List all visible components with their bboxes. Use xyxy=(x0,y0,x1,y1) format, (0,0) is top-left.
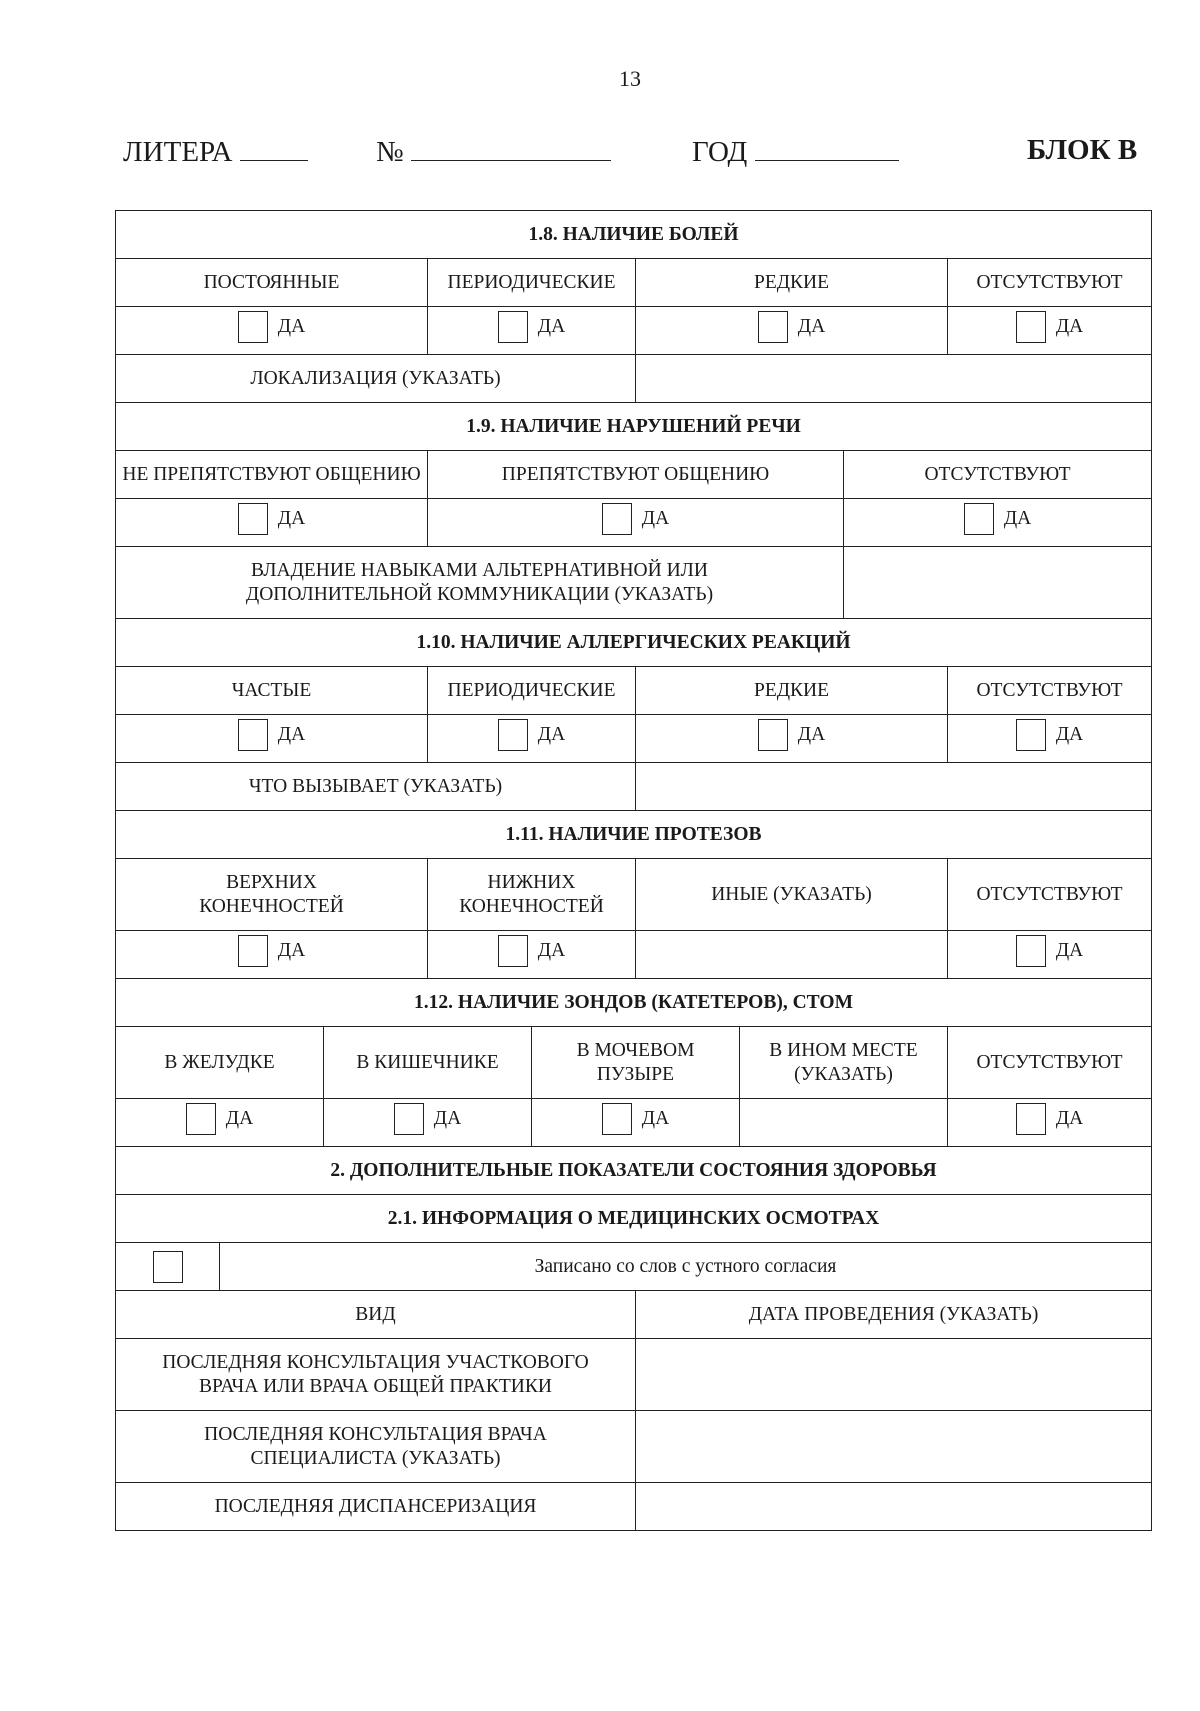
allergy-absent-cell xyxy=(948,715,1152,763)
pain-rare-label: РЕДКИЕ xyxy=(636,259,948,307)
section-prosthesis-title: 1.11. НАЛИЧИЕ ПРОТЕЗОВ xyxy=(116,811,1152,859)
prosthesis-other-input[interactable] xyxy=(636,931,948,979)
probes-stomach-label: В ЖЕЛУДКЕ xyxy=(116,1027,324,1099)
exam-dispensary-label: ПОСЛЕДНЯЯ ДИСПАНСЕРИЗАЦИЯ xyxy=(116,1483,636,1531)
allergy-rare-label: РЕДКИЕ xyxy=(636,667,948,715)
exams-type-header: ВИД xyxy=(116,1291,636,1339)
allergy-frequent-label: ЧАСТЫЕ xyxy=(116,667,428,715)
allergy-rare-checkbox[interactable] xyxy=(758,719,788,751)
speech-not-hinder-checkbox[interactable] xyxy=(238,503,268,535)
probes-bladder-line1: В МОЧЕВОМ xyxy=(576,1039,695,1061)
health-form-table xyxy=(115,210,1152,1531)
number-blank[interactable] xyxy=(411,136,611,161)
exam-specialist-line1: ПОСЛЕДНЯЯ КОНСУЛЬТАЦИЯ ВРАЧА xyxy=(204,1423,547,1445)
probes-bladder-checkbox[interactable] xyxy=(602,1103,632,1135)
allergy-absent-label: ОТСУТСТВУЮТ xyxy=(948,667,1152,715)
prosthesis-absent-cell xyxy=(948,931,1152,979)
section-probes-title: 1.12. НАЛИЧИЕ ЗОНДОВ (КАТЕТЕРОВ), СТОМ xyxy=(116,979,1152,1027)
oral-consent-checkbox[interactable] xyxy=(153,1251,183,1283)
speech-alt-comm-line2: ДОПОЛНИТЕЛЬНОЙ КОММУНИКАЦИИ (УКАЗАТЬ) xyxy=(245,583,714,605)
exam-specialist-label xyxy=(116,1411,636,1483)
probes-intestine-cell xyxy=(324,1099,532,1147)
yes-label: ДА xyxy=(277,316,306,337)
prosthesis-lower-label xyxy=(428,859,636,931)
probes-absent-cell xyxy=(948,1099,1152,1147)
section-2-title: 2. ДОПОЛНИТЕЛЬНЫЕ ПОКАЗАТЕЛИ СОСТОЯНИЯ ЗДОРОВЬЯ xyxy=(116,1147,1152,1195)
year-label: ГОД xyxy=(692,136,748,168)
litera-field[interactable] xyxy=(123,136,308,167)
litera-label: ЛИТЕРА xyxy=(123,136,233,168)
yes-label: ДА xyxy=(537,316,566,337)
exam-dispensary-date-input[interactable] xyxy=(636,1483,1152,1531)
prosthesis-upper-line1: ВЕРХНИХ xyxy=(226,871,317,893)
yes-label: ДА xyxy=(641,508,670,529)
probes-other-input[interactable] xyxy=(740,1099,948,1147)
pain-periodic-label: ПЕРИОДИЧЕСКИЕ xyxy=(428,259,636,307)
exam-gp-line1: ПОСЛЕДНЯЯ КОНСУЛЬТАЦИЯ УЧАСТКОВОГО xyxy=(162,1351,589,1373)
prosthesis-absent-label: ОТСУТСТВУЮТ xyxy=(948,859,1152,931)
speech-hinder-label: ПРЕПЯТСТВУЮТ ОБЩЕНИЮ xyxy=(428,451,844,499)
year-blank[interactable] xyxy=(755,136,899,161)
probes-other-line1: В ИНОМ МЕСТЕ xyxy=(769,1039,918,1061)
pain-absent-cell xyxy=(948,307,1152,355)
yes-label: ДА xyxy=(1055,1108,1084,1129)
allergy-cause-input[interactable] xyxy=(636,763,1152,811)
probes-other-label xyxy=(740,1027,948,1099)
speech-not-hinder-cell xyxy=(116,499,428,547)
prosthesis-lower-checkbox[interactable] xyxy=(498,935,528,967)
pain-localization-input[interactable] xyxy=(636,355,1152,403)
speech-alt-comm-label xyxy=(116,547,844,619)
yes-label: ДА xyxy=(641,1108,670,1129)
pain-constant-checkbox[interactable] xyxy=(238,311,268,343)
yes-label: ДА xyxy=(797,724,826,745)
section-speech-title: 1.9. НАЛИЧИЕ НАРУШЕНИЙ РЕЧИ xyxy=(116,403,1152,451)
prosthesis-absent-checkbox[interactable] xyxy=(1016,935,1046,967)
oral-consent-cell xyxy=(116,1243,220,1291)
pain-localization-label: ЛОКАЛИЗАЦИЯ (УКАЗАТЬ) xyxy=(116,355,636,403)
speech-hinder-checkbox[interactable] xyxy=(602,503,632,535)
probes-other-line2: (УКАЗАТЬ) xyxy=(794,1063,893,1085)
exam-gp-label xyxy=(116,1339,636,1411)
probes-bladder-label xyxy=(532,1027,740,1099)
probes-stomach-checkbox[interactable] xyxy=(186,1103,216,1135)
pain-periodic-checkbox[interactable] xyxy=(498,311,528,343)
pain-absent-checkbox[interactable] xyxy=(1016,311,1046,343)
yes-label: ДА xyxy=(433,1108,462,1129)
speech-hinder-cell xyxy=(428,499,844,547)
allergy-cause-label: ЧТО ВЫЗЫВАЕТ (УКАЗАТЬ) xyxy=(116,763,636,811)
exam-specialist-date-input[interactable] xyxy=(636,1411,1152,1483)
pain-rare-checkbox[interactable] xyxy=(758,311,788,343)
speech-alt-comm-line1: ВЛАДЕНИЕ НАВЫКАМИ АЛЬТЕРНАТИВНОЙ ИЛИ xyxy=(251,559,708,581)
section-allergy-title: 1.10. НАЛИЧИЕ АЛЛЕРГИЧЕСКИХ РЕАКЦИЙ xyxy=(116,619,1152,667)
yes-label: ДА xyxy=(1055,940,1084,961)
prosthesis-upper-checkbox[interactable] xyxy=(238,935,268,967)
section-pain-title: 1.8. НАЛИЧИЕ БОЛЕЙ xyxy=(116,211,1152,259)
speech-absent-label: ОТСУТСТВУЮТ xyxy=(844,451,1152,499)
yes-label: ДА xyxy=(1055,316,1084,337)
year-field[interactable] xyxy=(692,136,899,167)
yes-label: ДА xyxy=(537,940,566,961)
probes-bladder-line2: ПУЗЫРЕ xyxy=(596,1063,675,1085)
allergy-absent-checkbox[interactable] xyxy=(1016,719,1046,751)
prosthesis-lower-line2: КОНЕЧНОСТЕЙ xyxy=(459,895,604,917)
exam-gp-line2: ВРАЧА ИЛИ ВРАЧА ОБЩЕЙ ПРАКТИКИ xyxy=(199,1375,552,1397)
yes-label: ДА xyxy=(277,508,306,529)
prosthesis-upper-label xyxy=(116,859,428,931)
allergy-periodic-label: ПЕРИОДИЧЕСКИЕ xyxy=(428,667,636,715)
number-field[interactable] xyxy=(376,136,611,167)
yes-label: ДА xyxy=(225,1108,254,1129)
section-exams-title: 2.1. ИНФОРМАЦИЯ О МЕДИЦИНСКИХ ОСМОТРАХ xyxy=(116,1195,1152,1243)
probes-stomach-cell xyxy=(116,1099,324,1147)
pain-rare-cell xyxy=(636,307,948,355)
prosthesis-upper-line2: КОНЕЧНОСТЕЙ xyxy=(199,895,344,917)
allergy-rare-cell xyxy=(636,715,948,763)
pain-absent-label: ОТСУТСТВУЮТ xyxy=(948,259,1152,307)
speech-alt-comm-input[interactable] xyxy=(844,547,1152,619)
probes-absent-label: ОТСУТСТВУЮТ xyxy=(948,1027,1152,1099)
exams-date-header: ДАТА ПРОВЕДЕНИЯ (УКАЗАТЬ) xyxy=(636,1291,1152,1339)
prosthesis-upper-cell xyxy=(116,931,428,979)
prosthesis-other-label: ИНЫЕ (УКАЗАТЬ) xyxy=(636,859,948,931)
yes-label: ДА xyxy=(1003,508,1032,529)
prosthesis-lower-line1: НИЖНИХ xyxy=(487,871,576,893)
page-number: 13 xyxy=(619,66,641,91)
yes-label: ДА xyxy=(1055,724,1084,745)
pain-constant-cell xyxy=(116,307,428,355)
probes-intestine-label: В КИШЕЧНИКЕ xyxy=(324,1027,532,1099)
pain-periodic-cell xyxy=(428,307,636,355)
allergy-periodic-cell xyxy=(428,715,636,763)
litera-blank[interactable] xyxy=(240,136,308,161)
probes-absent-checkbox[interactable] xyxy=(1016,1103,1046,1135)
allergy-frequent-cell xyxy=(116,715,428,763)
yes-label: ДА xyxy=(277,724,306,745)
yes-label: ДА xyxy=(797,316,826,337)
yes-label: ДА xyxy=(277,940,306,961)
exam-gp-date-input[interactable] xyxy=(636,1339,1152,1411)
allergy-periodic-checkbox[interactable] xyxy=(498,719,528,751)
probes-bladder-cell xyxy=(532,1099,740,1147)
oral-consent-label: Записано со слов с устного согласия xyxy=(220,1243,1152,1291)
allergy-frequent-checkbox[interactable] xyxy=(238,719,268,751)
number-label: № xyxy=(376,136,404,168)
speech-absent-checkbox[interactable] xyxy=(964,503,994,535)
pain-constant-label: ПОСТОЯННЫЕ xyxy=(116,259,428,307)
prosthesis-lower-cell xyxy=(428,931,636,979)
block-label: БЛОК В xyxy=(1027,134,1138,166)
yes-label: ДА xyxy=(537,724,566,745)
speech-not-hinder-label: НЕ ПРЕПЯТСТВУЮТ ОБЩЕНИЮ xyxy=(116,451,428,499)
probes-intestine-checkbox[interactable] xyxy=(394,1103,424,1135)
exam-specialist-line2: СПЕЦИАЛИСТА (УКАЗАТЬ) xyxy=(250,1447,501,1469)
speech-absent-cell xyxy=(844,499,1152,547)
